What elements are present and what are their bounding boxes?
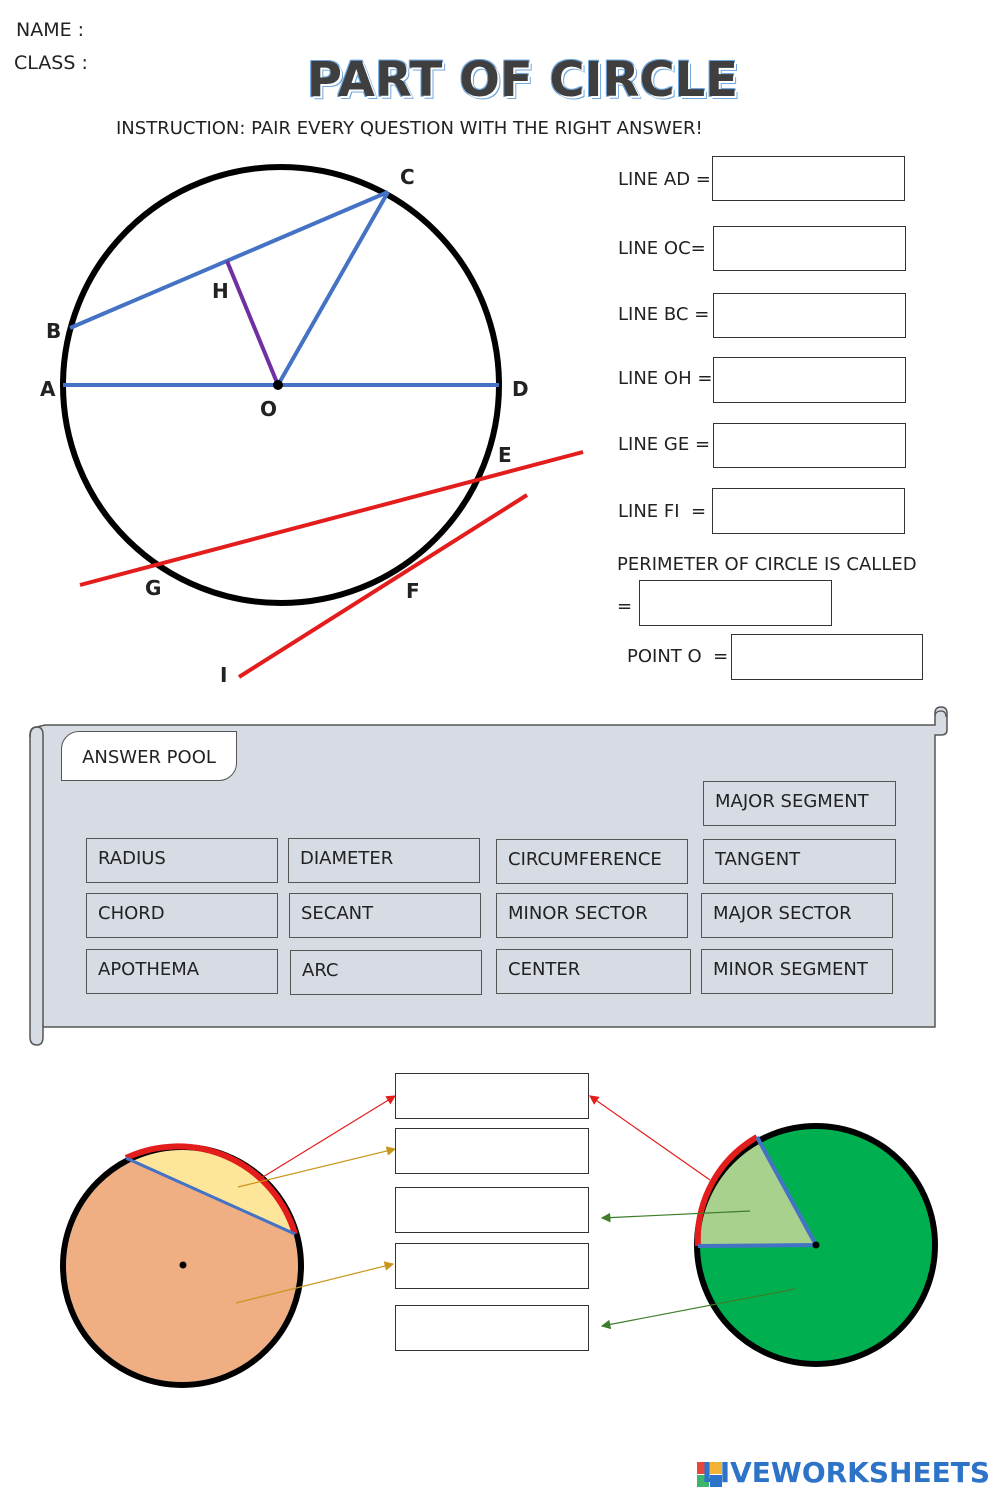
answer-item[interactable]: CHORD bbox=[86, 893, 278, 938]
point-label-a: A bbox=[40, 377, 56, 401]
answer-box-perimeter[interactable] bbox=[639, 580, 832, 626]
point-label-f: F bbox=[406, 579, 420, 603]
secant-line-ge bbox=[80, 452, 583, 585]
page-title: PART OF CIRCLE bbox=[306, 52, 739, 108]
point-label-e: E bbox=[498, 443, 512, 467]
answer-box-bottom-3[interactable] bbox=[395, 1187, 589, 1233]
answer-box-bc[interactable] bbox=[713, 293, 906, 338]
answer-item[interactable]: ARC bbox=[290, 950, 482, 995]
circle-diagram bbox=[0, 140, 600, 700]
point-label-h: H bbox=[212, 279, 229, 303]
point-label-o: O bbox=[260, 397, 278, 421]
answer-box-bottom-5[interactable] bbox=[395, 1305, 589, 1351]
answer-box-point-o[interactable] bbox=[731, 634, 923, 680]
tangent-line-fi bbox=[239, 495, 527, 677]
point-label-i: I bbox=[220, 663, 228, 687]
question-line-ge: LINE GE = bbox=[618, 434, 711, 455]
answer-box-ge[interactable] bbox=[713, 423, 906, 468]
answer-item[interactable]: RADIUS bbox=[86, 838, 278, 883]
question-line-oh: LINE OH = bbox=[618, 368, 713, 389]
point-label-g: G bbox=[145, 576, 162, 600]
answer-item[interactable]: CENTER bbox=[496, 949, 691, 994]
point-label-d: D bbox=[512, 377, 529, 401]
answer-item[interactable]: MINOR SECTOR bbox=[496, 893, 688, 938]
answer-box-oh[interactable] bbox=[713, 357, 906, 403]
instruction-text: INSTRUCTION: PAIR EVERY QUESTION WITH THE RIGHT ANSWER! bbox=[116, 118, 703, 139]
question-point-o: POINT O = bbox=[627, 646, 729, 667]
answer-pool-title: ANSWER POOL bbox=[61, 731, 237, 781]
answer-box-bottom-1[interactable] bbox=[395, 1073, 589, 1119]
answer-item[interactable]: TANGENT bbox=[703, 839, 896, 884]
question-perimeter: PERIMETER OF CIRCLE IS CALLED bbox=[617, 554, 917, 575]
answer-item[interactable]: MINOR SEGMENT bbox=[701, 949, 893, 994]
question-perimeter-equals: = bbox=[617, 596, 633, 617]
question-line-bc: LINE BC = bbox=[618, 304, 710, 325]
right-center-dot bbox=[813, 1242, 820, 1249]
name-label: NAME : bbox=[16, 19, 85, 41]
liveworksheets-logo-text: LIVEWORKSHEETS bbox=[701, 1456, 990, 1489]
arrow-sector-arc bbox=[590, 1096, 710, 1180]
answer-box-bottom-2[interactable] bbox=[395, 1128, 589, 1174]
class-label: CLASS : bbox=[14, 52, 88, 74]
answer-item[interactable]: MAJOR SECTOR bbox=[701, 893, 893, 938]
answer-item[interactable]: MAJOR SEGMENT bbox=[703, 781, 896, 826]
radius-line-oc bbox=[278, 192, 388, 385]
question-line-oc: LINE OC= bbox=[618, 238, 706, 259]
answer-box-fi[interactable] bbox=[712, 488, 905, 534]
center-point bbox=[273, 380, 283, 390]
answer-item[interactable]: CIRCUMFERENCE bbox=[496, 839, 688, 884]
answer-item[interactable]: DIAMETER bbox=[288, 838, 480, 883]
arrow-arc bbox=[258, 1096, 395, 1180]
left-center-dot bbox=[180, 1262, 187, 1269]
answer-item[interactable]: SECANT bbox=[289, 893, 481, 938]
answer-item[interactable]: APOTHEMA bbox=[86, 949, 278, 994]
arrow-minor-segment bbox=[238, 1149, 395, 1187]
answer-box-bottom-4[interactable] bbox=[395, 1243, 589, 1289]
question-line-ad: LINE AD = bbox=[618, 169, 711, 190]
point-label-c: C bbox=[400, 165, 415, 189]
question-line-fi: LINE FI = bbox=[618, 501, 707, 522]
apothem-line-oh bbox=[227, 261, 278, 385]
answer-box-ad[interactable] bbox=[712, 156, 905, 201]
point-label-b: B bbox=[46, 319, 62, 343]
chord-line-bc bbox=[70, 192, 388, 328]
answer-box-oc[interactable] bbox=[713, 226, 906, 271]
